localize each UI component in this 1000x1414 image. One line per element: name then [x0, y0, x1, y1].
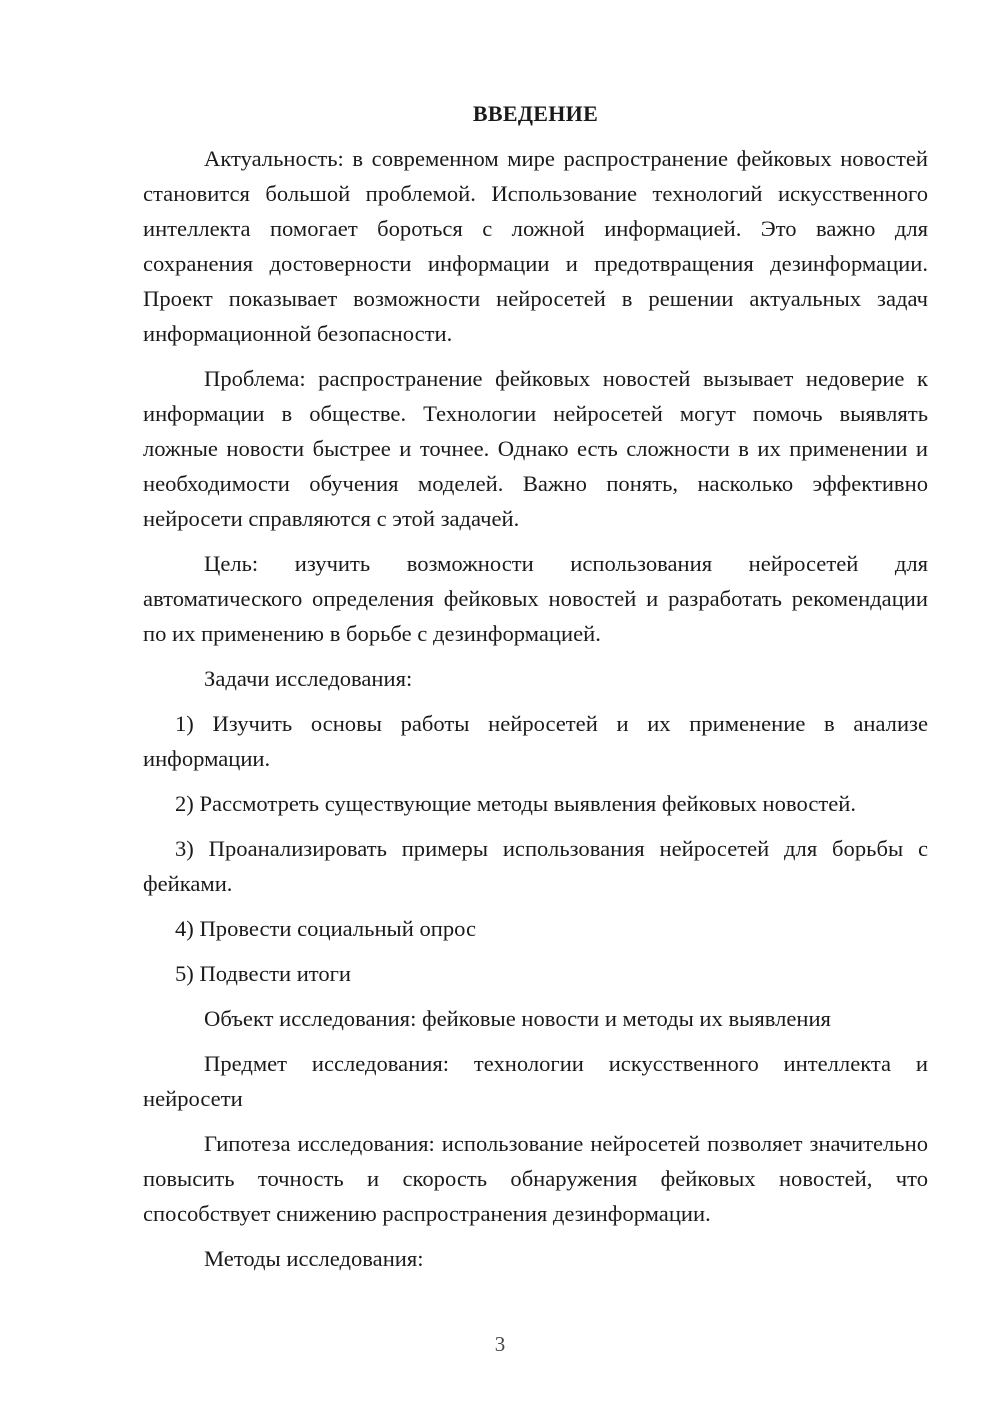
- list-item: 2) Рассмотреть существующие методы выявления фейковых новостей.: [175, 791, 856, 816]
- hypothesis-paragraph: Гипотеза исследования: использование нейросетей позволяет значительно повысить точность и скорость обнаружения фейковых новостей, что способствует снижению распространения дезинформации.: [143, 1131, 928, 1226]
- object-paragraph: Объект исследования: фейковые новости и методы их выявления: [204, 1006, 831, 1031]
- page-title: ВВЕДЕНИЕ: [472, 101, 599, 126]
- subject-paragraph: Предмет исследования: технологии искусственного интеллекта и нейросети: [143, 1051, 928, 1111]
- list-item: 4) Провести социальный опрос: [175, 916, 477, 941]
- goal-paragraph: Цель: изучить возможности использования нейросетей для автоматического определения фейковых новостей и разработать рекомендации по их применению в борьбе с дезинформацией.: [143, 551, 928, 646]
- problem-paragraph: Проблема: распространение фейковых новостей вызывает недоверие к информации в обществе. Технологии нейросетей могут помочь выявлять ложные новости быстрее и точнее. Однако есть сложности в их применении и необходимости обучения моделей. Важно понять, насколько эффективно нейросети справляются с этой задачей.: [143, 366, 928, 531]
- tasks-list: [143, 706, 928, 991]
- list-item: 5) Подвести итоги: [175, 961, 352, 986]
- list-item: 1) Изучить основы работы нейросетей и их применение в анализе информации.: [143, 711, 928, 771]
- tasks-heading: Задачи исследования:: [204, 666, 413, 691]
- list-item: 3) Проанализировать примеры использования нейросетей для борьбы с фейками.: [143, 836, 928, 896]
- page-number: 3: [494, 1332, 506, 1356]
- methods-heading: Методы исследования:: [204, 1246, 424, 1271]
- relevance-paragraph: Актуальность: в современном мире распространение фейковых новостей становится большой проблемой. Использование технологий искусственного интеллекта помогает бороться с ложной информацией. Это важно для сохранения достоверности информации и предотвращения дезинформации. Проект показывает возможности нейросетей в решении актуальных задач информационной безопасности.: [143, 146, 928, 346]
- document-body: [143, 96, 928, 1276]
